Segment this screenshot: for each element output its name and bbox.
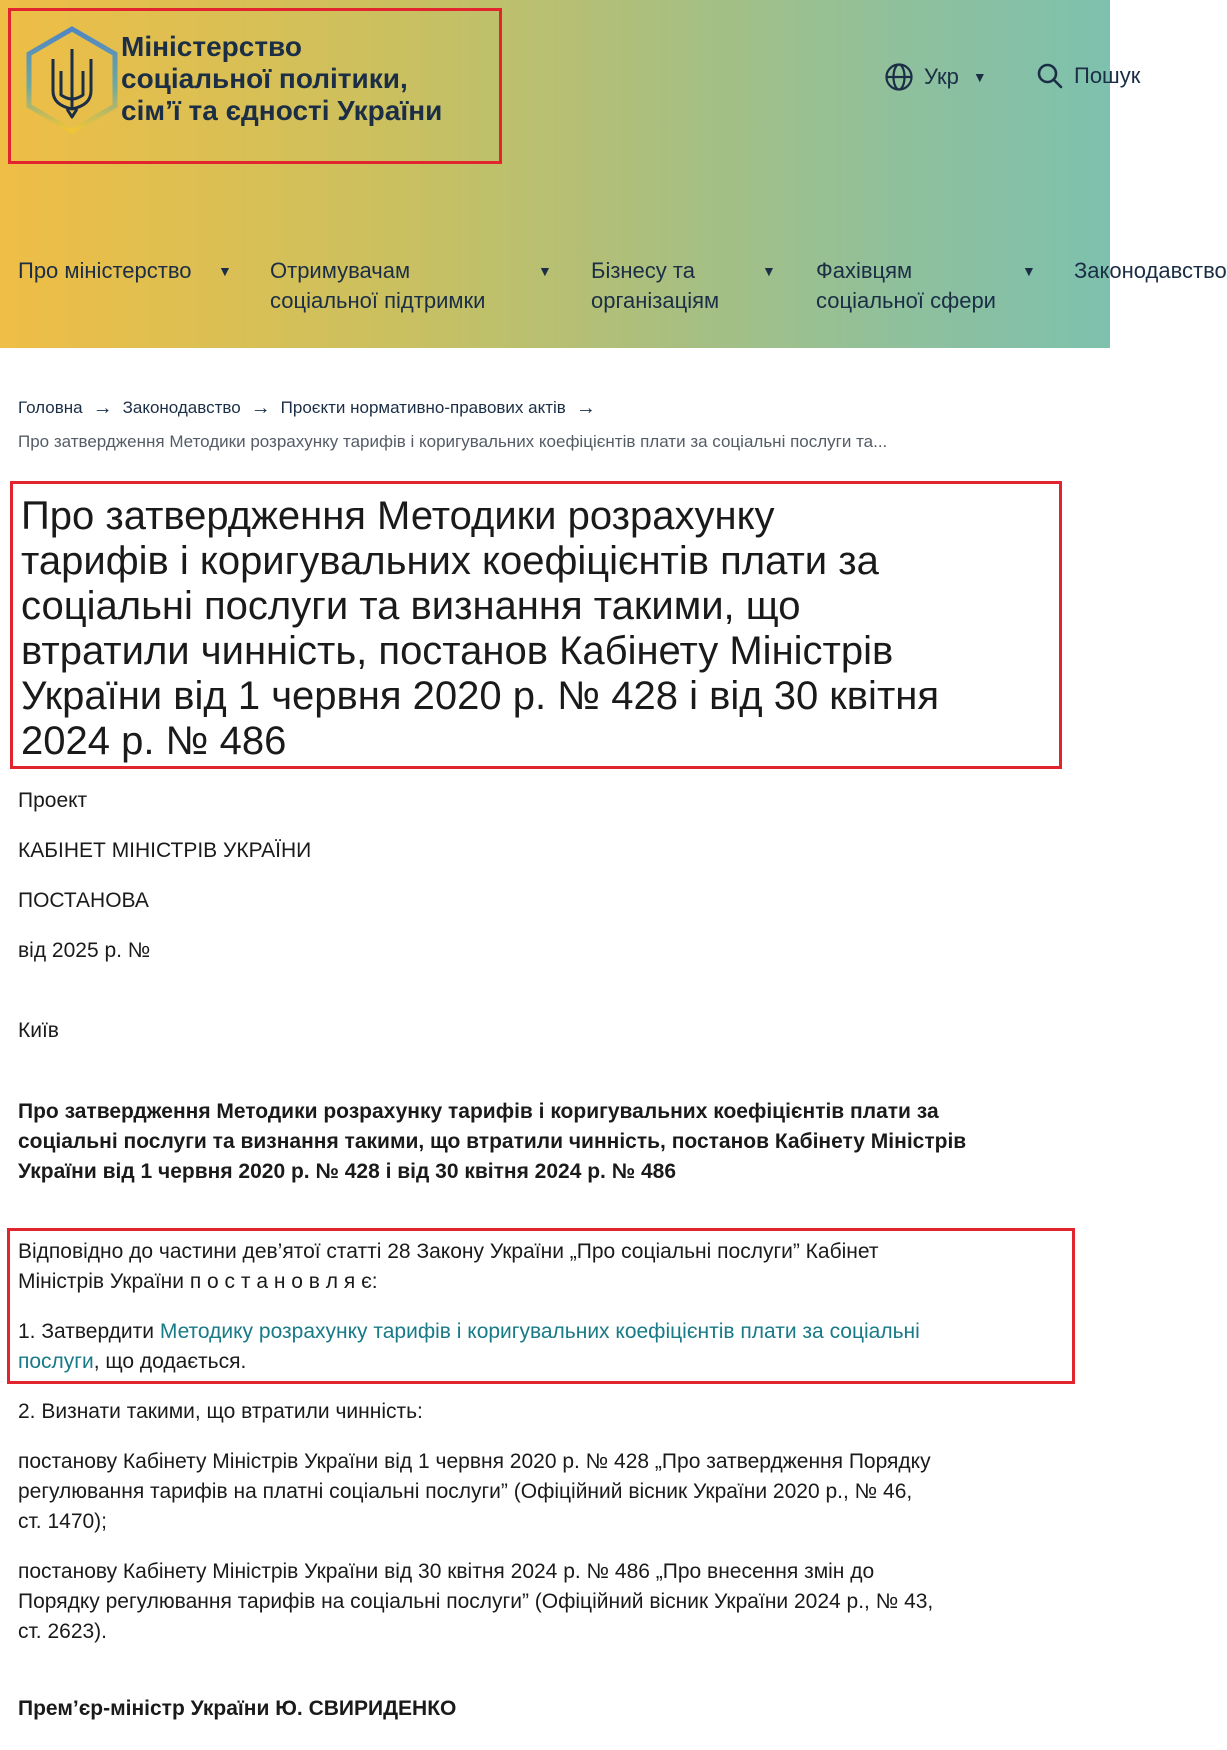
search-button[interactable]: [1036, 62, 1140, 90]
nav-item-about[interactable]: [18, 256, 232, 286]
nav-item-label: соціальної сфери: [816, 288, 996, 313]
chevron-down-icon: ▼: [538, 263, 552, 279]
nav-item-legislation[interactable]: [1074, 256, 1227, 286]
search-label: Пошук: [1074, 63, 1141, 88]
language-selector[interactable]: [884, 62, 987, 92]
doc-date: від 2025 р. №: [18, 939, 151, 962]
doc-signature: Прем’єр-міністр України Ю. СВИРИДЕНКО: [18, 1697, 457, 1720]
methodology-link-continued[interactable]: послуги: [18, 1350, 94, 1373]
nav-item-label: Фахівцям: [816, 258, 913, 283]
chevron-down-icon: ▼: [762, 263, 776, 279]
nav-item-recipients[interactable]: [270, 256, 552, 316]
nav-item-specialists[interactable]: [816, 256, 1036, 316]
breadcrumb-home[interactable]: Головна: [18, 398, 83, 417]
search-icon: [1036, 62, 1064, 90]
breadcrumb-legislation[interactable]: Законодавство: [122, 398, 241, 417]
doc-project-label: Проект: [18, 789, 88, 812]
nav-item-label: організаціям: [591, 288, 720, 313]
arrow-right-icon: →: [92, 397, 113, 419]
breadcrumb-current: Про затвердження Методики розрахунку тарифів і коригувальних коефіцієнтів плати за соціальні послуги та...: [18, 432, 888, 451]
breadcrumb: [18, 398, 606, 418]
nav-item-label: соціальної підтримки: [270, 288, 486, 313]
chevron-down-icon: ▼: [1022, 263, 1036, 279]
arrow-right-icon: →: [575, 397, 596, 419]
globe-icon: [884, 62, 914, 92]
site-header: [0, 0, 1227, 348]
doc-cabinet-label: КАБІНЕТ МІНІСТРІВ УКРАЇНИ: [18, 839, 312, 862]
page-title-container: [10, 481, 1062, 769]
doc-preamble: Відповідно до частини дев’ятої статті 28 Закону України „Про соціальні послуги” Кабінет Міністрів України п о с т а н о в л я є:: [18, 1240, 879, 1293]
ministry-name: Міністерство соціальної політики, сім’ї та єдності України: [121, 31, 443, 126]
doc-repeal-2: постанову Кабінету Міністрів України від 30 квітня 2024 р. № 486 „Про внесення змін до Порядку регулювання тарифів на соціальні послуги” (Офіційний вісник України 2024 р., № 43, ст. 2623).: [18, 1560, 934, 1643]
doc-repeal-1: постанову Кабінету Міністрів України від 1 червня 2020 р. № 428 „Про затвердження Порядку регулювання тарифів на платні соціальні послуги” (Офіційний вісник України 2020 р., № 46, ст. 1470);: [18, 1450, 931, 1533]
doc-city: Київ: [18, 1019, 59, 1042]
nav-item-label: Отримувачам: [270, 258, 411, 283]
doc-resolution-label: ПОСТАНОВА: [18, 889, 149, 912]
nav-item-label: Бізнесу та: [591, 258, 695, 283]
ministry-logo-link[interactable]: [8, 8, 502, 164]
main-navigation: [0, 256, 1227, 326]
language-label: Укр: [924, 64, 959, 89]
nav-item-label: Про міністерство: [18, 258, 192, 283]
page-title: Про затвердження Методики розрахунку тарифів і коригувальних коефіцієнтів плати за соціальні послуги та визнання такими, що втратили чинність, постанов Кабінету Міністрів України від 1 червня 2020 р. № 428 і від 30 квітня 2024 р. № 486: [21, 494, 940, 763]
chevron-down-icon: ▼: [972, 69, 987, 85]
methodology-link[interactable]: Методику розрахунку тарифів і коригувальних коефіцієнтів плати за соціальні: [159, 1320, 920, 1343]
doc-heading: Про затвердження Методики розрахунку тарифів і коригувальних коефіцієнтів плати за соціальні послуги та визнання такими, що втратили чинність, постанов Кабінету Міністрів України від 1 червня 2020 р. № 428 і від 30 квітня 2024 р. № 486: [18, 1100, 967, 1183]
breadcrumb-draft-acts[interactable]: Проєкти нормативно-правових актів: [280, 398, 566, 417]
nav-item-business[interactable]: [591, 256, 776, 316]
nav-item-label: Законодавство: [1074, 258, 1227, 283]
arrow-right-icon: →: [250, 397, 271, 419]
trident-emblem-icon: [23, 25, 121, 135]
chevron-down-icon: ▼: [218, 263, 232, 279]
doc-item-1: 1. Затвердити Методику розрахунку тарифів і коригувальних коефіцієнтів плати за соціальні послуги, що додається.: [18, 1320, 920, 1373]
doc-item-2: 2. Визнати такими, що втратили чинність:: [18, 1400, 423, 1423]
